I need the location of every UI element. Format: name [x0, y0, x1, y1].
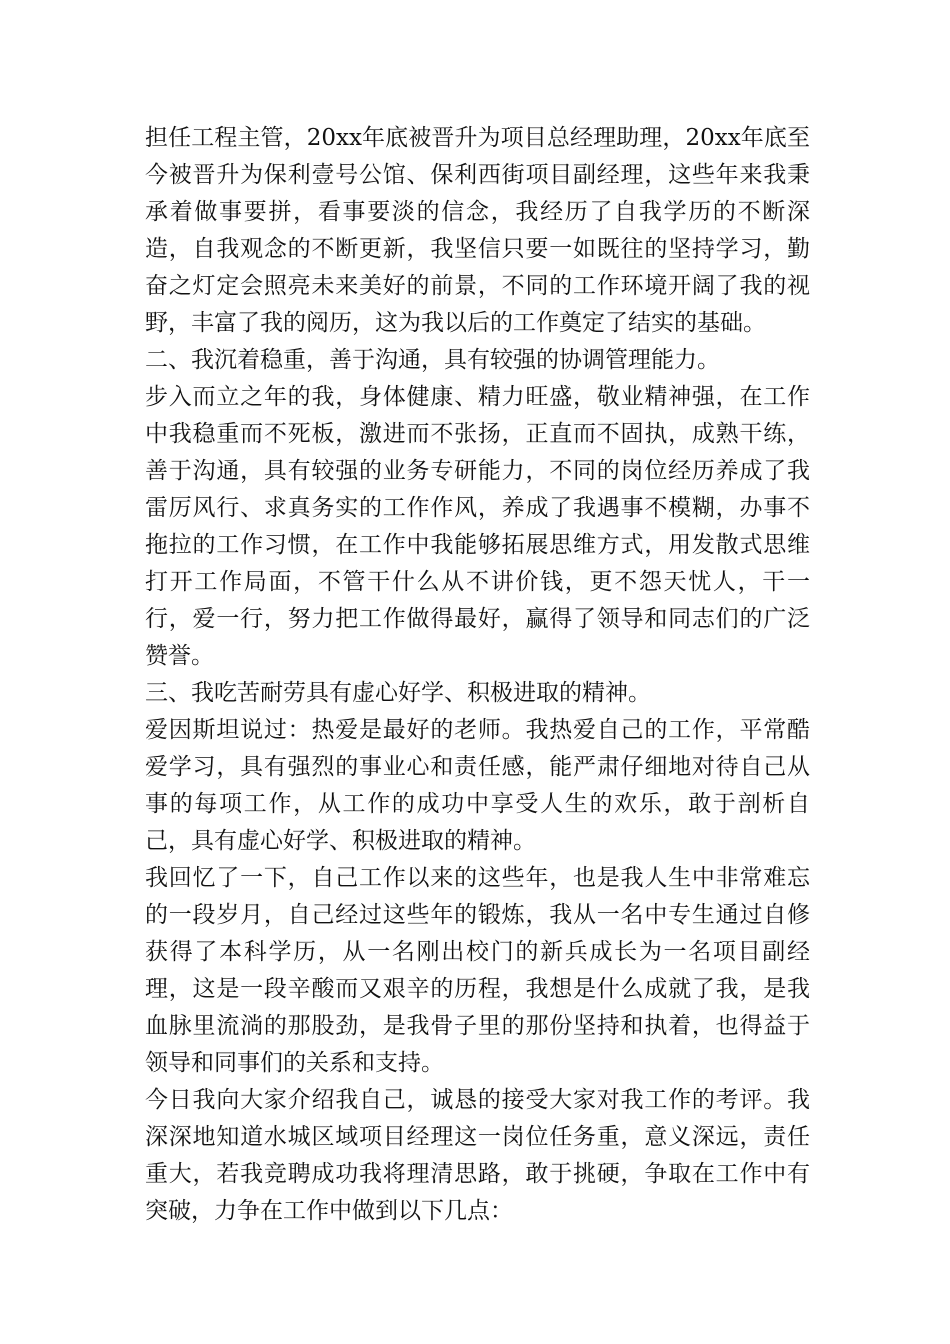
section-heading-two: 二、我沉着稳重，善于沟通，具有较强的协调管理能力。: [145, 347, 720, 373]
document-body: [145, 120, 810, 1230]
paragraph-career-history: 担任工程主管，20xx年底被晋升为项目总经理助理，20xx年底至今被晋升为保利壹号公馆、保利西街项目副经理，这些年来我秉承着做事要拼，看事要淡的信念，我经历了自我学历的不断深造，自我观念的不断更新，我坚信只要一如既往的坚持学习，勤奋之灯定会照亮未来美好的前景，不同的工作环境开阔了我的视野，丰富了我的阅历，这为我以后的工作奠定了结实的基础。: [145, 125, 810, 336]
paragraph-introduction: 今日我向大家介绍我自己，诚恳的接受大家对我工作的考评。我深深地知道水城区域项目经理这一岗位任务重，意义深远，责任重大，若我竞聘成功我将理清思路，敢于挑硬，争取在工作中有突破，力争在工作中做到以下几点：: [145, 1087, 810, 1224]
paragraph-work-style: 步入而立之年的我，身体健康、精力旺盛，敬业精神强，在工作中我稳重而不死板，激进而不张扬，正直而不固执，成熟干练，善于沟通，具有较强的业务专研能力，不同的岗位经历养成了我雷厉风行、求真务实的工作作风，养成了我遇事不模糊，办事不拖拉的工作习惯，在工作中我能够拓展思维方式，用发散式思维打开工作局面，不管干什么从不讲价钱，更不怨天忧人，干一行，爱一行，努力把工作做得最好，赢得了领导和同志们的广泛赞誉。: [145, 384, 810, 669]
paragraph-reflection: 我回忆了一下，自己工作以来的这些年，也是我人生中非常难忘的一段岁月，自己经过这些年的锻炼，我从一名中专生通过自修获得了本科学历，从一名刚出校门的新兵成长为一名项目副经理，这是一段辛酸而又艰辛的历程，我想是什么成就了我，是我血脉里流淌的那股劲，是我骨子里的那份坚持和执着，也得益于领导和同事们的关系和支持。: [145, 865, 810, 1076]
section-heading-three: 三、我吃苦耐劳具有虚心好学、积极进取的精神。: [145, 680, 651, 706]
paragraph-passion: 爱因斯坦说过：热爱是最好的老师。我热爱自己的工作，平常酷爱学习，具有强烈的事业心和责任感，能严肃仔细地对待自己从事的每项工作，从工作的成功中享受人生的欢乐，敢于剖析自己，具有虚心好学、积极进取的精神。: [145, 717, 810, 854]
